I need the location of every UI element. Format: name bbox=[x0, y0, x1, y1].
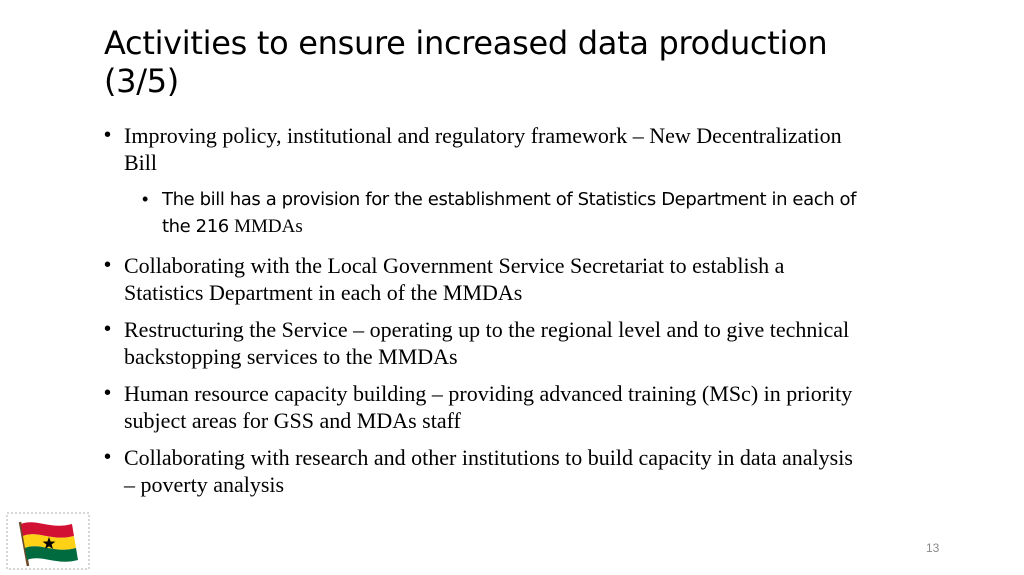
bullet-item bbox=[104, 122, 864, 176]
bullet-item bbox=[104, 444, 864, 498]
bullet-text: Human resource capacity building – providing advanced training (MSc) in priority subject areas for GSS and MDAs staff bbox=[124, 381, 853, 433]
sub-bullet-item bbox=[104, 186, 864, 240]
bullet-text: Improving policy, institutional and regulatory framework – New Decentralization Bill bbox=[124, 123, 842, 175]
bullet-text: Restructuring the Service – operating up to the regional level and to give technical backstopping services to the MMDAs bbox=[124, 317, 850, 369]
bullet-item bbox=[104, 252, 864, 306]
bullet-text: Collaborating with research and other institutions to build capacity in data analysis – poverty analysis bbox=[124, 445, 853, 497]
bullet-dot: • bbox=[104, 382, 112, 404]
bullet-item bbox=[104, 316, 864, 370]
slide-title: Activities to ensure increased data production (3/5) bbox=[104, 24, 828, 100]
ghana-flag-icon bbox=[6, 512, 90, 570]
bullet-text: Collaborating with the Local Government Service Secretariat to establish a Statistics Department in each of the MMDAs bbox=[124, 253, 785, 305]
sub-bullet-dot: • bbox=[142, 189, 148, 209]
sub-bullet-text-tail: MMDAs bbox=[234, 216, 303, 237]
bullet-dot: • bbox=[104, 254, 112, 276]
bullet-list bbox=[104, 122, 864, 508]
bullet-dot: • bbox=[104, 446, 112, 468]
bullet-dot: • bbox=[104, 318, 112, 340]
bullet-dot: • bbox=[104, 124, 112, 146]
page-number: 13 bbox=[926, 541, 940, 555]
sub-bullet-text: The bill has a provision for the establishment of Statistics Department in each of the 216 bbox=[162, 189, 857, 237]
bullet-item bbox=[104, 380, 864, 434]
